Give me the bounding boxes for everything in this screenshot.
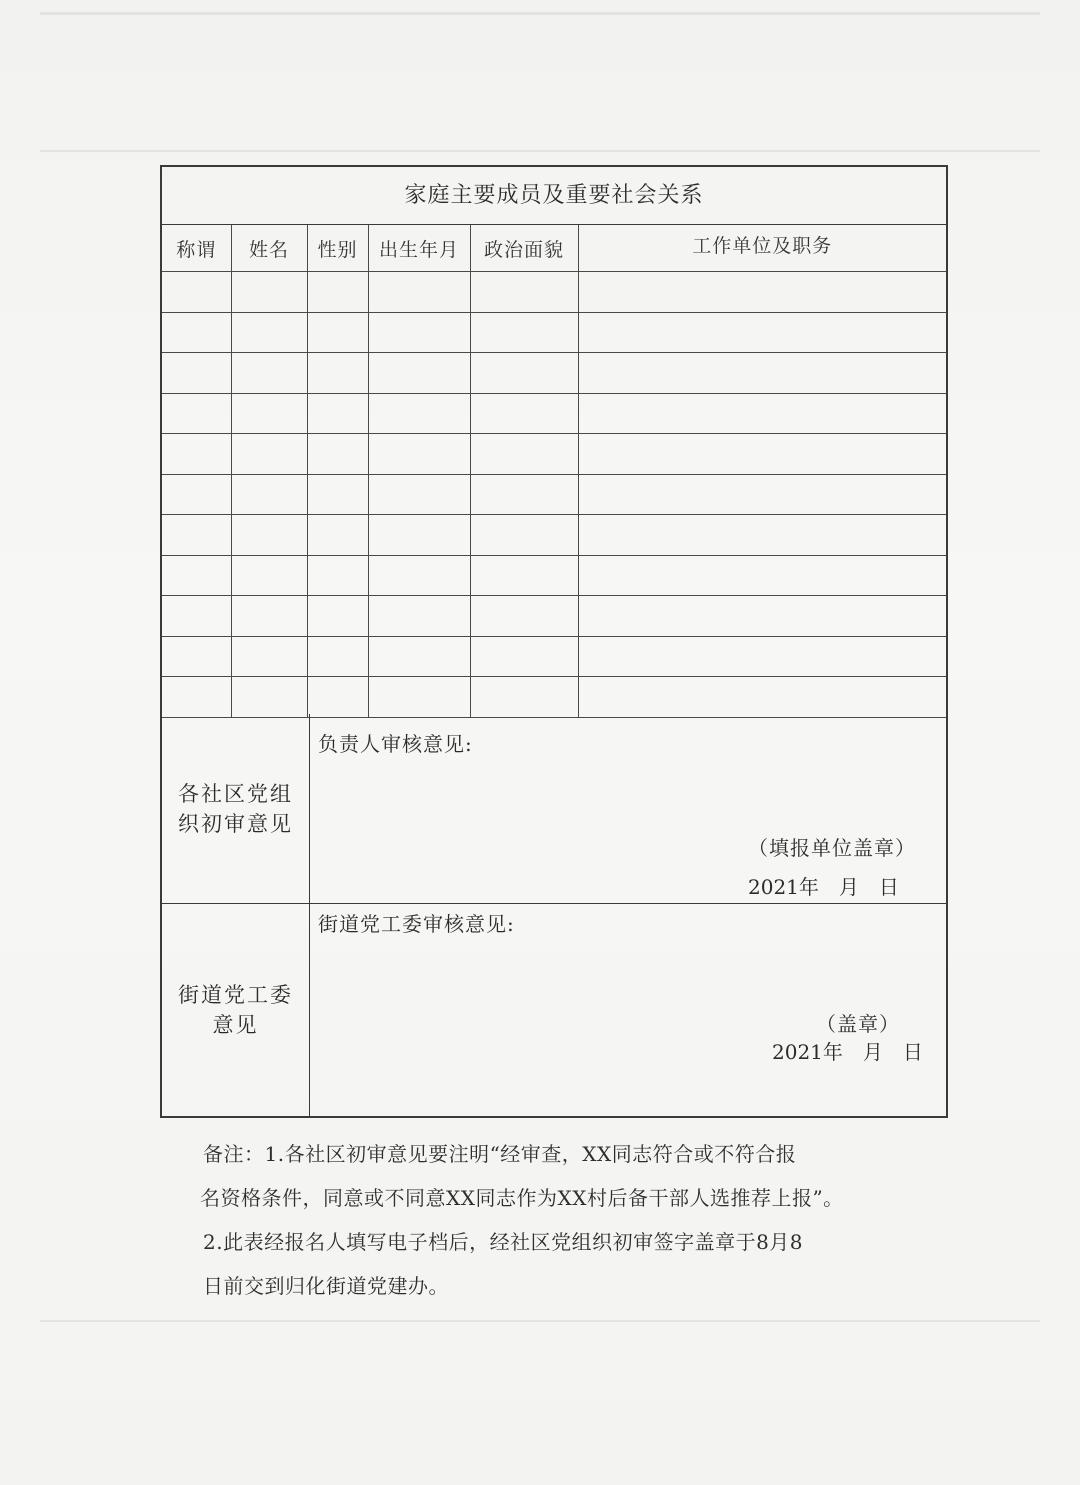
table-row bbox=[162, 393, 946, 434]
table-cell[interactable] bbox=[578, 596, 946, 637]
table-row bbox=[162, 434, 946, 475]
table-cell[interactable] bbox=[470, 596, 578, 637]
table-row bbox=[162, 312, 946, 353]
table-cell[interactable] bbox=[578, 555, 946, 596]
table-cell[interactable] bbox=[162, 474, 231, 515]
table-cell[interactable] bbox=[162, 272, 231, 313]
table-cell[interactable] bbox=[162, 555, 231, 596]
table-cell[interactable] bbox=[231, 353, 307, 394]
table-cell[interactable] bbox=[578, 353, 946, 394]
street-stamp-note: （盖章） bbox=[816, 1012, 900, 1036]
table-cell[interactable] bbox=[307, 677, 368, 718]
table-cell[interactable] bbox=[470, 272, 578, 313]
column-header: 姓名 bbox=[231, 225, 307, 272]
street-review-heading[interactable]: 街道党工委审核意见: bbox=[318, 912, 515, 936]
column-header: 出生年月 bbox=[368, 225, 470, 272]
table-cell[interactable] bbox=[578, 312, 946, 353]
table-cell[interactable] bbox=[307, 272, 368, 313]
notes-block bbox=[200, 1132, 963, 1308]
table-cell[interactable] bbox=[231, 677, 307, 718]
community-review-label: 各社区党组织初审意见 bbox=[162, 714, 310, 903]
table-cell[interactable] bbox=[231, 434, 307, 475]
table-cell[interactable] bbox=[231, 596, 307, 637]
table-cell[interactable] bbox=[162, 312, 231, 353]
table-cell[interactable] bbox=[162, 353, 231, 394]
table-row bbox=[162, 677, 946, 718]
table-cell[interactable] bbox=[231, 474, 307, 515]
table-cell[interactable] bbox=[470, 434, 578, 475]
table-cell[interactable] bbox=[162, 393, 231, 434]
members-table bbox=[162, 225, 946, 718]
column-header: 称谓 bbox=[162, 225, 231, 272]
table-cell[interactable] bbox=[470, 515, 578, 556]
table-cell[interactable] bbox=[578, 393, 946, 434]
table-cell[interactable] bbox=[231, 636, 307, 677]
table-cell[interactable] bbox=[162, 596, 231, 637]
table-cell[interactable] bbox=[307, 312, 368, 353]
table-cell[interactable] bbox=[470, 353, 578, 394]
table-cell[interactable] bbox=[162, 636, 231, 677]
street-review-date: 2021年 月 日 bbox=[772, 1040, 923, 1064]
community-review-section bbox=[162, 714, 946, 904]
table-cell[interactable] bbox=[578, 636, 946, 677]
bleed-through-line bbox=[40, 12, 1040, 15]
relations-form bbox=[160, 165, 948, 1118]
table-cell[interactable] bbox=[307, 636, 368, 677]
column-header: 性别 bbox=[307, 225, 368, 272]
street-review-section bbox=[162, 904, 946, 1116]
table-cell[interactable] bbox=[368, 393, 470, 434]
table-cell[interactable] bbox=[470, 555, 578, 596]
community-review-date: 2021年 月 日 bbox=[748, 875, 899, 899]
table-row bbox=[162, 636, 946, 677]
table-row bbox=[162, 474, 946, 515]
table-cell[interactable] bbox=[231, 393, 307, 434]
table-cell[interactable] bbox=[231, 555, 307, 596]
column-header: 工作单位及职务 bbox=[578, 225, 946, 272]
table-row bbox=[162, 353, 946, 394]
table-cell[interactable] bbox=[307, 434, 368, 475]
table-cell[interactable] bbox=[368, 474, 470, 515]
note-line: 日前交到归化街道党建办。 bbox=[203, 1274, 449, 1298]
table-cell[interactable] bbox=[368, 353, 470, 394]
table-cell[interactable] bbox=[368, 515, 470, 556]
street-review-label: 街道党工委意见 bbox=[162, 904, 310, 1116]
table-cell[interactable] bbox=[578, 474, 946, 515]
table-cell[interactable] bbox=[231, 515, 307, 556]
table-row bbox=[162, 555, 946, 596]
table-cell[interactable] bbox=[578, 434, 946, 475]
table-cell[interactable] bbox=[307, 555, 368, 596]
table-cell[interactable] bbox=[578, 272, 946, 313]
table-cell[interactable] bbox=[162, 515, 231, 556]
table-row bbox=[162, 272, 946, 313]
table-cell[interactable] bbox=[231, 272, 307, 313]
table-cell[interactable] bbox=[368, 555, 470, 596]
note-line: 2.此表经报名人填写电子档后，经社区党组织初审签字盖章于8月8 bbox=[203, 1230, 804, 1254]
table-cell[interactable] bbox=[470, 393, 578, 434]
table-cell[interactable] bbox=[162, 677, 231, 718]
note-line: 名资格条件，同意或不同意XX同志作为XX村后备干部人选推荐上报”。 bbox=[200, 1186, 844, 1210]
table-cell[interactable] bbox=[162, 434, 231, 475]
table-cell[interactable] bbox=[470, 312, 578, 353]
table-cell[interactable] bbox=[368, 434, 470, 475]
table-cell[interactable] bbox=[578, 677, 946, 718]
table-cell[interactable] bbox=[307, 515, 368, 556]
table-cell[interactable] bbox=[470, 677, 578, 718]
bleed-through-line bbox=[40, 1320, 1040, 1322]
table-cell[interactable] bbox=[578, 515, 946, 556]
table-cell[interactable] bbox=[231, 312, 307, 353]
table-cell[interactable] bbox=[307, 596, 368, 637]
table-cell[interactable] bbox=[470, 474, 578, 515]
table-cell[interactable] bbox=[307, 474, 368, 515]
column-header: 政治面貌 bbox=[470, 225, 578, 272]
table-cell[interactable] bbox=[470, 636, 578, 677]
bleed-through-line bbox=[40, 150, 1040, 152]
table-cell[interactable] bbox=[368, 312, 470, 353]
table-cell[interactable] bbox=[368, 636, 470, 677]
community-review-heading[interactable]: 负责人审核意见: bbox=[318, 732, 473, 756]
table-cell[interactable] bbox=[368, 272, 470, 313]
table-cell[interactable] bbox=[368, 596, 470, 637]
table-row bbox=[162, 515, 946, 556]
table-cell[interactable] bbox=[368, 677, 470, 718]
form-title: 家庭主要成员及重要社会关系 bbox=[162, 167, 946, 225]
table-header-row bbox=[162, 225, 946, 272]
table-row bbox=[162, 596, 946, 637]
table-cell[interactable] bbox=[307, 353, 368, 394]
note-line: 备注：1.各社区初审意见要注明“经审查，XX同志符合或不符合报 bbox=[203, 1142, 797, 1166]
community-stamp-note: （填报单位盖章） bbox=[748, 836, 916, 860]
table-cell[interactable] bbox=[307, 393, 368, 434]
